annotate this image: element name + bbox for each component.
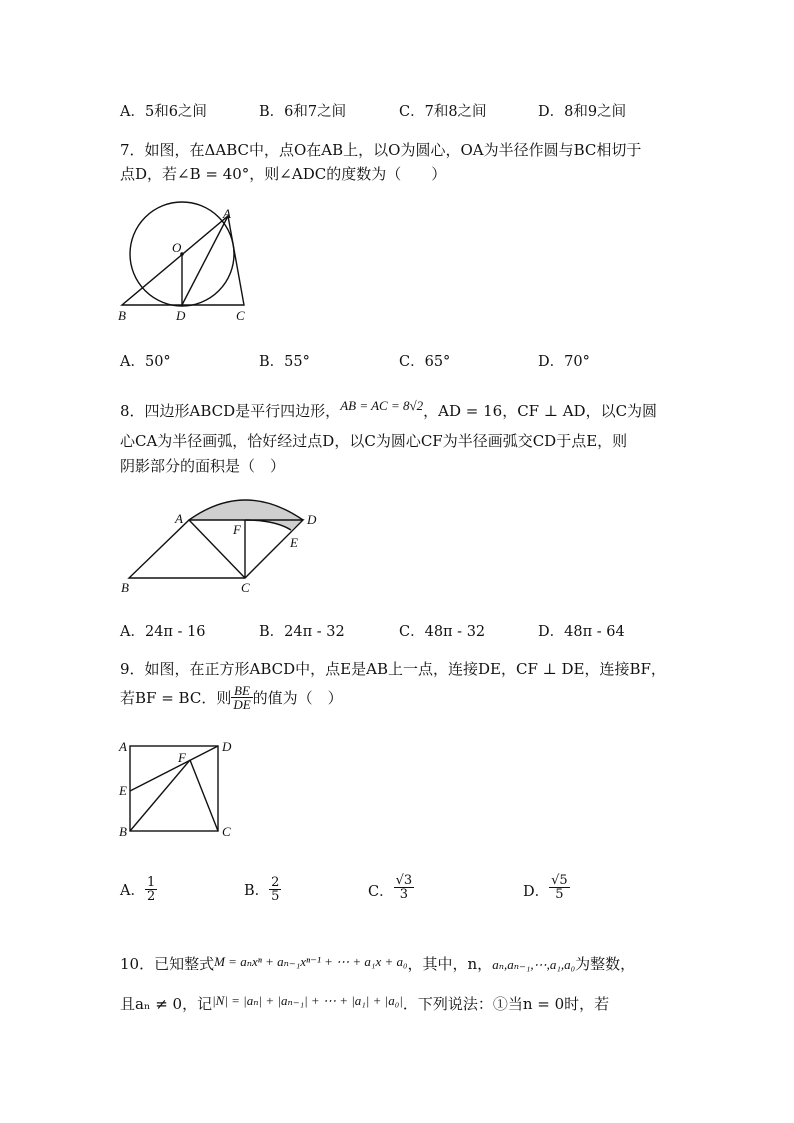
q9-choice-d-label: D．	[523, 884, 550, 900]
q9-label-c: C	[222, 824, 231, 839]
q9-text-line2	[120, 684, 343, 711]
q8-formula-ab-ac: AB = AC = 8√2	[340, 398, 424, 413]
q9-choice-a-num: 1	[146, 875, 156, 890]
q10-coefficients: aₙ,aₙ₋₁,⋯,a₁,a₀	[492, 957, 576, 972]
q10-text-line1	[120, 953, 635, 974]
q9-text-line2-a: 若BF = BC．则	[120, 689, 232, 707]
q10-text-line1-a: 10．已知整式	[120, 955, 215, 973]
q7-choice-d: D．70°	[538, 354, 590, 370]
q10-text-line2-b: ．下列说法：①当n = 0时，若	[402, 995, 610, 1013]
q8-parallelogram	[129, 520, 303, 578]
q9-choice-d-den: 5	[555, 887, 564, 902]
q9-choice-b-fraction	[269, 876, 281, 903]
q9-choice-c-fraction	[394, 874, 415, 901]
q8-text-line1-a: 8．四边形ABCD是平行四边形，	[120, 402, 341, 420]
q8-label-f: F	[233, 522, 241, 537]
q8-figure	[115, 490, 345, 602]
q9-label-a: A	[119, 739, 127, 754]
q9-choice-b-label: B．	[244, 883, 270, 899]
q9-segment-cf	[190, 760, 218, 831]
q9-fraction-num: BE	[231, 684, 252, 698]
q9-choice-c-den: 3	[399, 887, 409, 902]
q9-choice-d-fraction	[549, 874, 570, 901]
q8-label-d: D	[307, 512, 317, 527]
q8-choice-c: C．48π - 32	[399, 624, 486, 640]
q10-formula-m: M = aₙxⁿ + aₙ₋₁xⁿ⁻¹ + ⋯ + a₁x + a₀	[214, 954, 408, 969]
q6-choice-d: D．8和9之间	[538, 104, 627, 120]
q9-choice-a-fraction	[145, 876, 157, 903]
q6-choice-c: C．7和8之间	[399, 104, 487, 120]
q9-label-b: B	[119, 824, 127, 839]
q8-text-line1	[120, 400, 657, 421]
q9-choice-c-label: C．	[368, 884, 394, 900]
q6-choice-a: A．5和6之间	[120, 104, 207, 120]
q7-choice-a: A．50°	[120, 354, 171, 370]
q9-choice-d	[523, 874, 570, 901]
q7-label-b: B	[118, 308, 126, 323]
q8-label-b: B	[121, 580, 129, 595]
q9-label-f: F	[178, 750, 186, 765]
q9-choice-a	[120, 876, 157, 903]
q9-choice-a-den: 2	[146, 889, 156, 904]
q7-choice-c: C．65°	[399, 354, 451, 370]
q9-square	[130, 746, 218, 831]
q9-segment-de	[130, 746, 218, 791]
q9-text-line1: 9．如图，在正方形ABCD中，点E是AB上一点，连接DE，CF ⊥ DE，连接BF，	[120, 660, 666, 678]
q8-label-e: E	[290, 535, 298, 550]
q9-label-d: D	[222, 739, 232, 754]
q9-segment-bf	[130, 760, 190, 831]
q9-label-e: E	[119, 783, 127, 798]
q8-choice-d: D．48π - 64	[538, 624, 625, 640]
q7-segment-ad	[182, 216, 228, 305]
q7-label-a: A	[223, 206, 231, 221]
q9-choice-d-num: √5	[551, 873, 568, 888]
q8-choice-b: B．24π - 32	[259, 624, 345, 640]
q8-text-line1-b: ，AD = 16，CF ⊥ AD，以C为圆	[423, 402, 658, 420]
q9-text-line2-b: 的值为（ ）	[252, 689, 343, 707]
q10-text-line1-b: ，其中，n，	[407, 955, 493, 973]
q7-label-c: C	[236, 308, 245, 323]
q8-shaded-region	[189, 500, 303, 530]
q6-choice-b: B．6和7之间	[259, 104, 347, 120]
q8-label-c: C	[241, 580, 250, 595]
q10-text-line2	[120, 993, 609, 1014]
q10-formula-n: |N| = |aₙ| + |aₙ₋₁| + ⋯ + |a₁| + |a₀|	[212, 993, 403, 1008]
q9-fraction-be-de	[231, 684, 252, 711]
q7-figure	[110, 200, 270, 330]
q9-choice-b-den: 5	[271, 889, 280, 904]
q8-text-line3: 阴影部分的面积是（ ）	[120, 457, 286, 475]
q8-choice-a: A．24π - 16	[120, 624, 206, 640]
q7-label-d: D	[176, 308, 186, 323]
q7-triangle	[122, 216, 244, 305]
q8-label-a: A	[175, 511, 183, 526]
q7-text-line2: 点D，若∠B = 40°，则∠ADC的度数为（ ）	[120, 165, 447, 183]
q9-figure	[112, 736, 242, 840]
q10-text-line1-d: 为整数，	[575, 955, 636, 973]
q7-choice-b: B．55°	[259, 354, 310, 370]
q9-choice-a-label: A．	[120, 883, 145, 899]
q9-fraction-den: DE	[233, 697, 251, 712]
q9-choice-c-num: √3	[395, 873, 413, 888]
q10-text-line2-a: 且aₙ ≠ 0，记	[120, 995, 213, 1013]
q9-choice-b	[244, 876, 281, 903]
q7-label-o: O	[172, 240, 182, 255]
q8-text-line2: 心CA为半径画弧，恰好经过点D，以C为圆心CF为半径画弧交CD于点E，则	[120, 432, 628, 450]
q9-choice-c	[368, 874, 414, 901]
q9-choice-b-num: 2	[271, 875, 280, 890]
q7-text-line1: 7．如图，在ΔABC中，点O在AB上，以O为圆心，OA为半径作圆与BC相切于	[120, 141, 642, 159]
